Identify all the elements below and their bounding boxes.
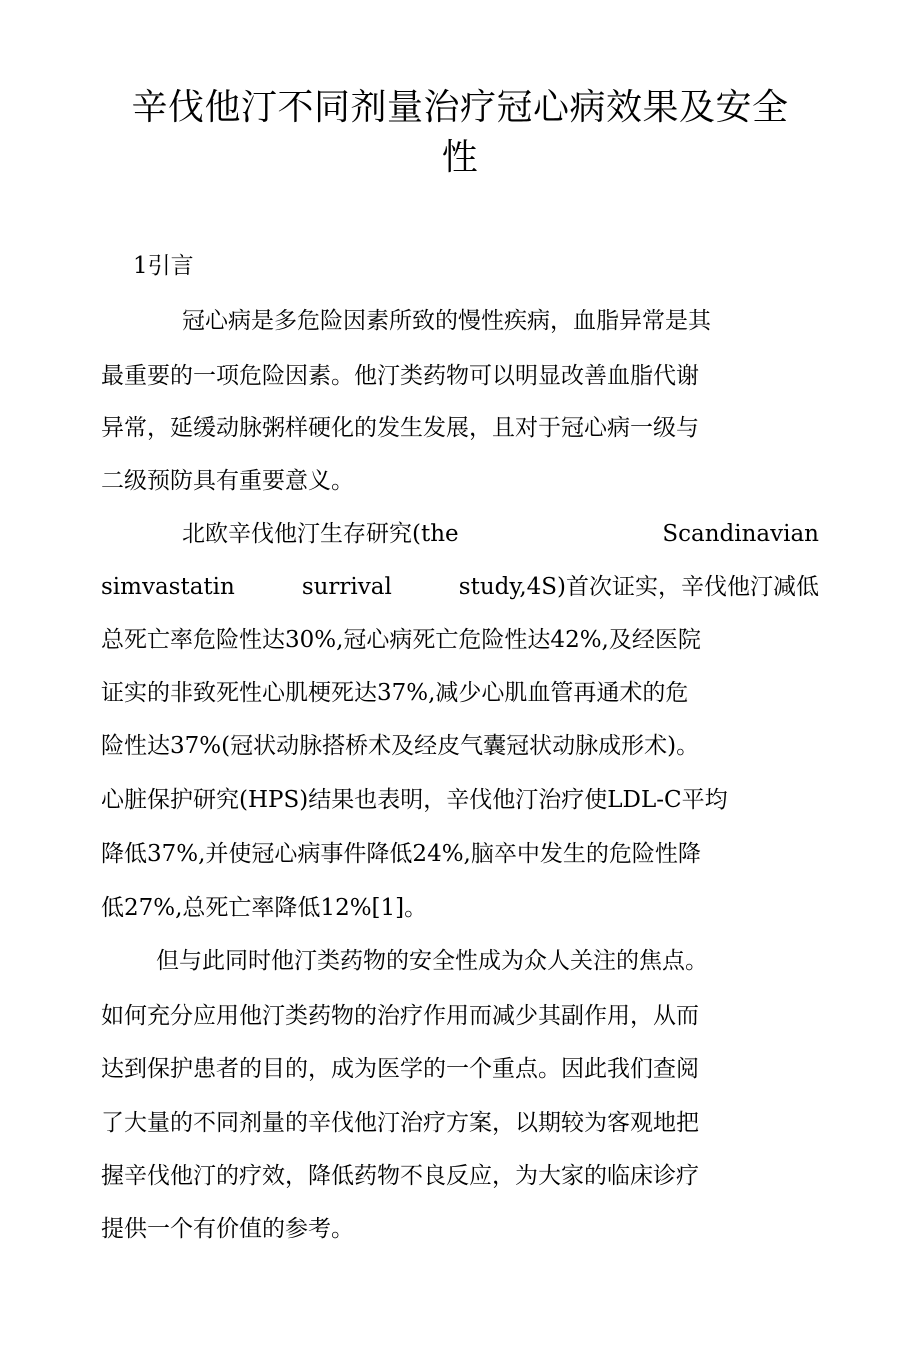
paragraph-2-line-7: 降低37%,并使冠心病事件降低24%,脑卒中发生的危险性降 [101,841,701,867]
paragraph-3-line-1: 但与此同时他汀类药物的安全性成为众人关注的焦点。 [156,948,708,974]
paragraph-1-line-4: 二级预防具有重要意义。 [101,468,354,494]
paragraph-2-line-2-part-2: surrival [301,574,392,600]
paragraph-2-line-2-part-1: simvastatin [101,574,235,600]
paragraph-1-line-3: 异常，延缓动脉粥样硬化的发生发展，且对于冠心病一级与 [101,415,699,441]
paragraph-3-line-6: 提供一个有价值的参考。 [101,1216,354,1242]
paragraph-1-line-2: 最重要的一项危险因素。他汀类药物可以明显改善血脂代谢 [101,363,699,389]
paragraph-3-line-4: 了大量的不同剂量的辛伐他汀治疗方案，以期较为客观地把 [101,1110,699,1136]
paragraph-2-line-5: 险性达37%(冠状动脉搭桥术及经皮气囊冠状动脉成形术)。 [101,733,700,759]
document-title [100,83,820,183]
paragraph-3-line-5: 握辛伐他汀的疗效，降低药物不良反应，为大家的临床诊疗 [101,1163,699,1189]
paragraph-2-line-4: 证实的非致死性心肌梗死达37%,减少心肌血管再通术的危 [101,680,689,706]
paragraph-3-line-3: 达到保护患者的目的，成为医学的一个重点。因此我们查阅 [101,1056,699,1082]
document-title-line-2: 性 [441,137,479,178]
paragraph-1-line-1: 冠心病是多危险因素所致的慢性疾病，血脂异常是其 [182,308,711,334]
paragraph-2-line-8: 低27%,总死亡率降低12%[1]。 [101,895,428,921]
paragraph-2-line-6: 心脏保护研究(HPS)结果也表明，辛伐他汀治疗使LDL-C平均 [101,787,728,813]
paragraph-2-line-1 [182,518,819,550]
document-title-line-1: 辛伐他汀不同剂量治疗冠心病效果及安全 [131,87,789,128]
paragraph-2-line-1-part-1: 北欧辛伐他汀生存研究(the [182,521,459,547]
paragraph-3-line-2: 如何充分应用他汀类药物的治疗作用而减少其副作用，从而 [101,1003,699,1029]
paragraph-2-line-2-part-3: study,4S)首次证实，辛伐他汀减低 [458,574,819,600]
section-heading-introduction: 1引言 [133,253,194,279]
paragraph-2-line-1-part-2: Scandinavian [662,521,819,547]
paragraph-2-line-2 [101,571,819,603]
paragraph-2-line-3: 总死亡率危险性达30%,冠心病死亡危险性达42%,及经医院 [101,627,701,653]
